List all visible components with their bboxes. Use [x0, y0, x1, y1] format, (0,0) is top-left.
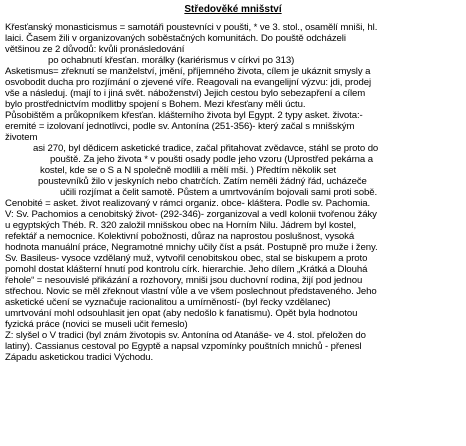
text-line: latiny). Cassianus cestoval po Egyptě a napsal vzpomínky pouštních mnichů - přenesl: [5, 341, 362, 352]
text-line: vše a následuj. (mají to i jiná svět. náboženství) Jejich cestou bylo sebezapření a cílem: [5, 88, 366, 99]
text-line: poustevníků žilo v jeskyních nebo chatrčích. Zatím neměli žádný řád, ucházeče: [38, 176, 367, 187]
page-title: Středověké mnišství: [184, 4, 282, 15]
text-line: umrtvování mohl odsouhlasit jen opat (aby nedošlo k fanatismu). Opět byla hodnotou: [5, 308, 358, 319]
text-line: eremité = izolovaní jednotlivci, podle sv. Antonína (251-356)- který začal s mnišským: [5, 121, 355, 132]
text-line: učili rozjímat a čelit samotě. Půstem a umrtvováním bojovali sami proti sobě.: [60, 187, 378, 198]
text-line: střechou. Novic se měl zřeknout vlastní vůle a ve všem poslechnout představeného. Jeho: [5, 286, 377, 297]
text-line: Asketismus= zřeknutí se manželství, jmění, příjemného života, cílem je ukáznit smysly a: [5, 66, 371, 77]
text-line: V: Sv. Pachomios a cenobitský život- (292-346)- zorganizoval a vedl kolonii tvořenou žáky: [5, 209, 377, 220]
text-line: Křesťanský monasticismus = samotáři poustevníci v poušti, * ve 3. stol., osamělí mniši, hl.: [5, 22, 378, 33]
text-line: Sv. Basileus- vysoce vzdělaný muž, vytvořil cenobitskou obec, stal se biskupem a proto: [5, 253, 368, 264]
text-line: asi 270, byl dědicem asketické tradice, začal přitahovat zvědavce, stáhl se proto do: [33, 143, 379, 154]
text-line: většinou ze 2 důvodů: kvůli pronásledování: [5, 44, 185, 55]
text-line: bylo prostřednictvím modlitby spojení s Bohem. Mezi křesťany měli úctu.: [5, 99, 306, 110]
text-line: pouště. Za jeho života * v poušti osady podle jeho vzoru (Uprostřed pekárna a: [50, 154, 373, 165]
text-line: fyzická práce (novici se museli učit řemeslo): [5, 319, 188, 330]
text-line: řehole“ = nesouvislé přikázání a rozhovory, mniši jsou duchovní rodina, žijí pod jednou: [5, 275, 363, 286]
text-line: životem: [5, 132, 38, 143]
text-line: Západu asketickou tradici Východu.: [5, 352, 154, 363]
text-line: Z: slyšel o V tradici (byl znám životopis sv. Antonína od Atanáše- ve 4. stol. přeložen do: [5, 330, 366, 341]
text-line: u egyptských Théb. R. 320 založil mnišskou obec na Horním Nilu. Jádrem byl kostel,: [5, 220, 357, 231]
text-line: pomohl dostat klášterní hnutí pod kontrolu círk. hierarchie. Jeho dílem „Krátká a Dlouhá: [5, 264, 368, 275]
text-line: po ochabnutí křesťan. morálky (kariérismus v církvi po 313): [48, 55, 295, 66]
text-line: Působištěm a průkopníkem křesťan. klášterního života byl Egypt. 2 typy asket. života:-: [5, 110, 363, 121]
text-line: hodnota manuální práce, Negramotné mnichy učily číst a psát. Postupně pro muže i ženy.: [5, 242, 378, 253]
text-line: Cenobité = asket. život realizovaný v rámci organiz. obce- kláštera. Podle sv. Pachomia.: [5, 198, 371, 209]
text-line: laici. Časem žili v organizovaných soběstačných komunitách. Do pouště odcházeli: [5, 33, 346, 44]
text-line: asketické učení se vyznačuje racionalitou a umírněností- (byl řecky vzdělanec): [5, 297, 331, 308]
text-line: kostel, kde se o S a N společně modlili a mělí mši. ) Předtím několik set: [40, 165, 337, 176]
text-line: osvobodit ducha pro rozjímání o zjevené víře. Reagovali na evangelijní výzvu: jdi, prodej: [5, 77, 372, 88]
text-line: refektář a nemocnice. Kolektivní pobožnosti, důraz na naprostou poslušnost, vysoká: [5, 231, 355, 242]
